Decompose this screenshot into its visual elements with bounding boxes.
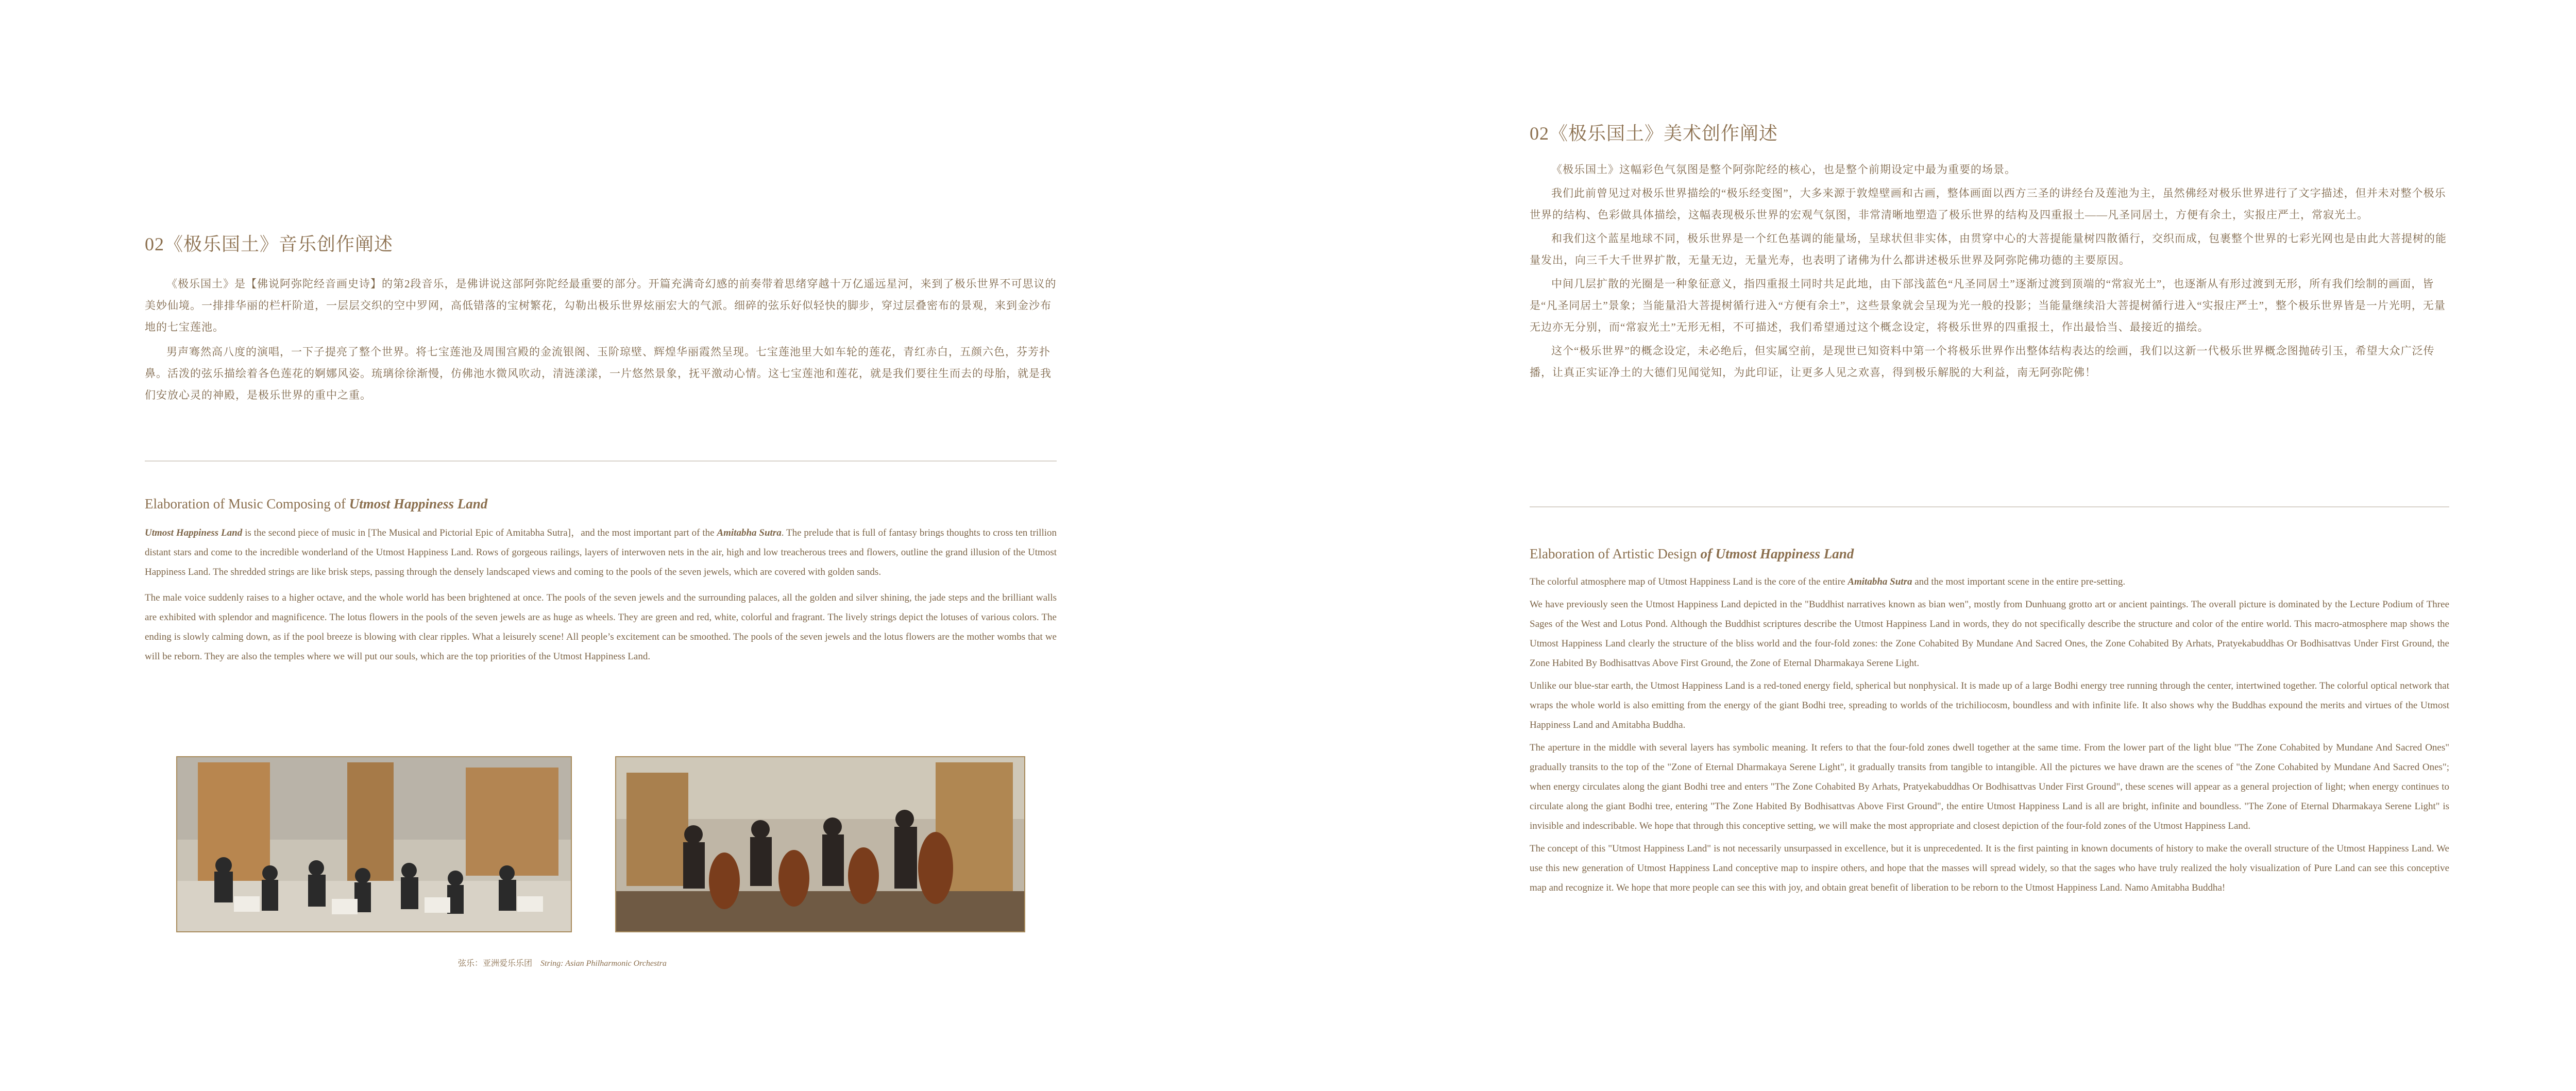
art-body-cn	[1530, 159, 2449, 383]
right-divider	[1530, 506, 2449, 507]
art-heading-cn: 02《极乐国土》美术创作阐述	[1530, 123, 1778, 144]
music-paragraph-en-2: The male voice suddenly raises to a higher octave, and the whole world has been brightened at once. The pools of the seven jewels and the surrounding palaces, all the golden and silver shining, the jade steps and the brilliant walls are exhibited with splendor and magnificence. The lotus flowers in the pools of the seven jewels are as huge as wheels. They are green and red, white, colorful and fragrant. The lively strings depict the lotuses of various colors. The ending is slowly calming down, as if the pool breeze is blowing with clear ripples. What a leisurely scene! All people’s excitement can be smoothed. The pools of the seven jewels and the lotus flowers are the mother wombs that we will be reborn. They are also the temples where we will put our souls, which are the top priorities of the Utmost Happiness Land.	[145, 592, 1057, 662]
orchestra-photo-1	[176, 756, 572, 932]
music-body-cn	[145, 273, 1057, 406]
music-p1-title: Utmost Happiness Land	[145, 527, 243, 538]
art-p1-sutra: Amitabha Sutra	[1848, 576, 1912, 587]
art-english-section	[1530, 546, 2449, 898]
music-heading-en	[145, 496, 1057, 512]
music-english-section	[145, 496, 1057, 667]
art-p1-a: The colorful atmosphere map of Utmost Happiness Land is the core of the entire	[1530, 576, 1848, 587]
orchestra-photo-2	[615, 756, 1025, 932]
art-heading-en-title: of Utmost Happiness Land	[1700, 546, 1854, 561]
music-heading-en-prefix: Elaboration of Music Composing of	[145, 496, 349, 512]
art-heading-en	[1530, 546, 2449, 562]
caption-en: String: Asian Philharmonic Orchestra	[540, 959, 667, 968]
art-paragraph-cn-1: 《极乐国土》这幅彩色气氛图是整个阿弥陀经的核心，也是整个前期设定中最为重要的场景。	[1551, 163, 2016, 176]
music-p1-b: . The prelude that is full of fantasy brings thoughts to cross ten trillion distant stars and come to the incredible wonderland of the Utmost Happiness Land. Rows of gorgeous railings, layers of interwoven nets in the air, high and low treacherous trees and flowers, outline the grand illusion of the Utmost Happiness Land. The shredded strings are like brisk steps, passing through the densely landscaped views and coming to the pools of the seven jewels, which are covered with golden sands.	[145, 527, 1057, 577]
art-paragraph-cn-5: 这个“极乐世界”的概念设定，未必绝后，但实属空前，是现世已知资料中第一个将极乐世界作出整体结构表达的绘画，我们以这新一代极乐世界概念图抛砖引玉，希望大众广泛传播，让真正实证净土的大德们见闻觉知，为此印证，让更多人见之欢喜，得到极乐解脱的大利益，南无阿弥陀佛！	[1530, 345, 2435, 379]
photo-caption	[458, 957, 667, 968]
art-p1-b: and the most important scene in the entire pre-setting.	[1912, 576, 2126, 587]
music-p1-sutra: Amitabha Sutra	[717, 527, 782, 538]
music-heading-cn: 02《极乐国土》音乐创作阐述	[145, 234, 394, 254]
caption-cn: 弦乐：亚洲爱乐乐团	[458, 959, 533, 968]
music-p1-a: is the second piece of music in [The Musical and Pictorial Epic of Amitabha Sutra]，and the most important part of the	[242, 527, 717, 538]
left-divider	[145, 461, 1057, 462]
art-paragraph-en-1	[1530, 572, 2449, 592]
art-paragraph-en-5: The concept of this "Utmost Happiness Land" is not necessarily unsurpassed in excellence, but it is unprecedented. It is the first painting in known documents of history to make the overall structure of the Utmost Happiness Land. We use this new generation of Utmost Happiness Land conceptive map to inspire others, and hope that the masses will spread widely, so that the sages who have truly realized the holy visualization of Pure Land can see this conceptive map and recognize it. We hope that more people can see this with joy, and obtain great benefit of liberation to be reborn to the Utmost Happiness Land. Namo Amitabha Buddha!	[1530, 843, 2449, 893]
art-paragraph-en-4: The aperture in the middle with several layers has symbolic meaning. It refers to that the four-fold zones dwell together at the same time. From the lower part of the light blue "The Zone Cohabited by Mundane And Sacred Ones" gradually transits to the top of the "Zone of Eternal Dharmakaya Serene Light", it gradually transits from tangible to intangible. All the pictures we have drawn are the scenes of "the Zone Cohabited by Mundane And Sacred Ones"; when energy circulates along the giant Bodhi tree and enters "The Zone Cohabited By Arhats, Pratyekabuddhas Or Bodhisattvas Under First Ground", these scenes will appear as a general projection of light; when energy continues to circulate along the giant Bodhi tree, entering "The Zone Habited By Bodhisattvas Above First Ground", the entire Utmost Happiness Land is all are bright, infinite and boundless. "The Zone of Eternal Dharmakaya Serene Light" is invisible and indescribable. We hope that through this conceptive setting, we will make the most appropriate and closest depiction of the four-fold zones of the Utmost Happiness Land.	[1530, 742, 2449, 831]
art-paragraph-en-2: We have previously seen the Utmost Happiness Land depicted in the "Buddhist narratives known as bian wen", mostly from Dunhuang grotto art or ancient paintings. The overall picture is dominated by the Lecture Podium of Three Sages of the West and Lotus Pond. Although the Buddhist scriptures describe the Utmost Happiness Land in words, they do not specifically describe the structure and color of the entire world. This macro-atmosphere map shows the Utmost Happiness Land clearly the structure of the bliss world and the four-fold zones: the Zone Cohabited By Mundane And Sacred Ones, the Zone Cohabited By Arhats, Pratyekabuddhas Or Bodhisattvas Under First Ground, the Zone Habited By Bodhisattvas Above First Ground, the Zone of Eternal Dharmakaya Serene Light.	[1530, 599, 2449, 669]
music-paragraph-cn-1: 《极乐国土》是【佛说阿弥陀经音画史诗】的第2段音乐，是佛讲说这部阿弥陀经最重要的部分。开篇充满奇幻感的前奏带着思绪穿越十万亿遥远星河，来到了极乐世界不可思议的美妙仙境。一排排华丽的栏杆阶道，一层层交织的空中罗网，高低错落的宝树繁花，勾勒出极乐世界炫丽宏大的气派。细碎的弦乐好似轻快的脚步，穿过层叠密布的景观，来到金沙布地的七宝莲池。	[145, 278, 1057, 333]
music-paragraph-cn-2: 男声骞然高八度的演唱，一下子提亮了整个世界。将七宝莲池及周围宫殿的金流银阁、玉阶琼壁、辉煌华丽霞然呈现。七宝莲池里大如车轮的莲花，青红赤白，五颜六色，芬芳扑鼻。活泼的弦乐描绘着各色莲花的婀娜风姿。琉璃徐徐渐慢，仿佛池水微风吹动，清涟漾漾，一片悠然景象，抚平激动心情。这七宝莲池和莲花，就是我们要往生而去的母胎，就是我们安放心灵的神殿，是极乐世界的重中之重。	[145, 346, 1052, 401]
music-paragraph-en-1	[145, 523, 1057, 582]
art-paragraph-cn-2: 我们此前曾见过对极乐世界描绘的“极乐经变图”，大多来源于敦煌壁画和古画，整体画面以西方三圣的讲经台及莲池为主，虽然佛经对极乐世界进行了文字描述，但并未对整个极乐世界的结构、色彩做具体描绘，这幅表现极乐世界的宏观气氛图，非常清晰地塑造了极乐世界的结构及四重报土——凡圣同居土，方便有余土，实报庄严土，常寂光土。	[1530, 187, 2446, 221]
music-heading-en-title: Utmost Happiness Land	[349, 496, 488, 512]
art-paragraph-cn-4: 中间几层扩散的光圈是一种象征意义，指四重报土同时共足此地，由下部浅蓝色“凡圣同居土”逐渐过渡到顶端的“常寂光土”，也逐渐从有形过渡到无形，所有我们绘制的画面，皆是“凡圣同居土”景象；当能量沿大菩提树循行进入“方便有余土”，这些景象就会呈现为光一般的投影；当能量继续沿大菩提树循行进入“实报庄严土”，整个极乐世界皆是一片光明，无量无边亦无分别，而“常寂光土”无形无相，不可描述，我们希望通过这个概念设定，将极乐世界的四重报土，作出最恰当、最接近的描绘。	[1530, 278, 2446, 333]
art-heading-en-prefix: Elaboration of Artistic Design	[1530, 546, 1701, 561]
art-paragraph-en-3: Unlike our blue-star earth, the Utmost Happiness Land is a red-toned energy field, spherical but nonphysical. It is made up of a large Bodhi energy tree running through the center, intertwined together. The colorful optical network that wraps the whole world is also emitting from the energy of the giant Bodhi tree, spreading to worlds of the trichiliocosm, boundless and with infinite life. It also shows why the Buddhas expound the merits and virtues of the Utmost Happiness Land and Amitabha Buddha.	[1530, 680, 2449, 730]
art-paragraph-cn-3: 和我们这个蓝星地球不同，极乐世界是一个红色基调的能量场，呈球状但非实体，由贯穿中心的大菩提能量树四散循行，交织而成，包裹整个世界的七彩光网也是由此大菩提树的能量发出，向三千大千世界扩散，无量无边，无量光寿，也表明了诸佛为什么都讲述极乐世界及阿弥陀佛功德的主要原因。	[1530, 232, 2447, 266]
